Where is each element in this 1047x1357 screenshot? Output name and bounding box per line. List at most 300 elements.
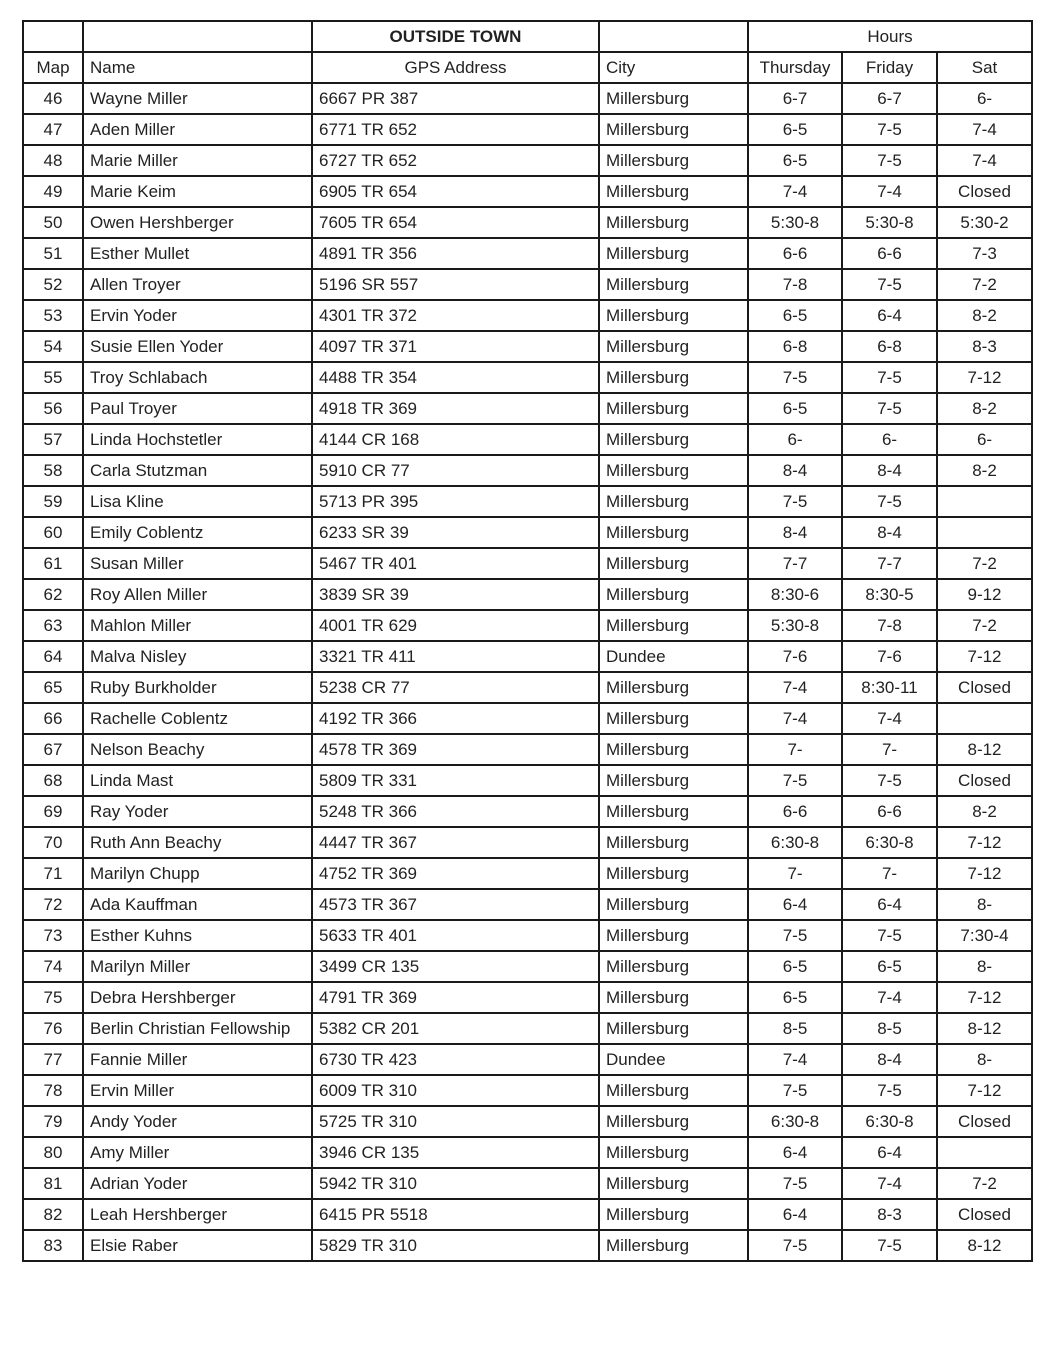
friday-hours-cell: 6:30-8 <box>842 1106 937 1137</box>
table-row <box>23 393 1032 424</box>
gps-address-cell: 5910 CR 77 <box>312 455 599 486</box>
empty-cell <box>83 21 312 52</box>
map-number-cell: 58 <box>23 455 83 486</box>
gps-address-cell: 5713 PR 395 <box>312 486 599 517</box>
thursday-hours-cell: 7- <box>748 858 842 889</box>
name-cell: Ruby Burkholder <box>83 672 312 703</box>
sat-hours-cell: Closed <box>937 765 1032 796</box>
gps-address-cell: 5382 CR 201 <box>312 1013 599 1044</box>
friday-hours-cell: 7-5 <box>842 1075 937 1106</box>
sat-hours-cell: 8-2 <box>937 300 1032 331</box>
friday-hours-cell: 7-8 <box>842 610 937 641</box>
friday-hours-cell: 7-5 <box>842 765 937 796</box>
city-cell: Millersburg <box>599 951 748 982</box>
map-number-cell: 83 <box>23 1230 83 1261</box>
sat-hours-cell: 8-12 <box>937 1230 1032 1261</box>
column-header-row <box>23 52 1032 83</box>
thursday-hours-cell: 6-4 <box>748 1199 842 1230</box>
map-number-cell: 46 <box>23 83 83 114</box>
city-cell: Millersburg <box>599 424 748 455</box>
table-row <box>23 1013 1032 1044</box>
friday-hours-cell: 8-4 <box>842 455 937 486</box>
sat-hours-cell: 7-12 <box>937 641 1032 672</box>
sat-hours-cell: 8-2 <box>937 393 1032 424</box>
city-cell: Millersburg <box>599 1137 748 1168</box>
table-row <box>23 858 1032 889</box>
table-row <box>23 331 1032 362</box>
map-number-cell: 79 <box>23 1106 83 1137</box>
friday-hours-cell: 7-4 <box>842 703 937 734</box>
friday-hours-cell: 7-4 <box>842 982 937 1013</box>
friday-hours-cell: 7-5 <box>842 362 937 393</box>
sat-hours-cell: 7-4 <box>937 145 1032 176</box>
map-number-cell: 81 <box>23 1168 83 1199</box>
map-number-cell: 55 <box>23 362 83 393</box>
name-cell: Linda Hochstetler <box>83 424 312 455</box>
city-cell: Millersburg <box>599 207 748 238</box>
name-cell: Marie Miller <box>83 145 312 176</box>
city-cell: Millersburg <box>599 982 748 1013</box>
city-cell: Millersburg <box>599 548 748 579</box>
name-cell: Fannie Miller <box>83 1044 312 1075</box>
thursday-hours-cell: 7-5 <box>748 1168 842 1199</box>
sat-hours-cell <box>937 1137 1032 1168</box>
map-number-cell: 67 <box>23 734 83 765</box>
name-cell: Emily Coblentz <box>83 517 312 548</box>
city-cell: Millersburg <box>599 1199 748 1230</box>
table-row <box>23 269 1032 300</box>
table-row <box>23 703 1032 734</box>
friday-hours-cell: 6-7 <box>842 83 937 114</box>
friday-hours-cell: 7-5 <box>842 1230 937 1261</box>
thursday-hours-cell: 6-5 <box>748 300 842 331</box>
empty-cell <box>23 21 83 52</box>
friday-hours-cell: 6-4 <box>842 889 937 920</box>
name-cell: Ruth Ann Beachy <box>83 827 312 858</box>
friday-hours-cell: 7-6 <box>842 641 937 672</box>
name-cell: Ada Kauffman <box>83 889 312 920</box>
friday-hours-cell: 6-6 <box>842 238 937 269</box>
gps-address-cell: 6233 SR 39 <box>312 517 599 548</box>
map-number-cell: 76 <box>23 1013 83 1044</box>
map-number-cell: 64 <box>23 641 83 672</box>
friday-hours-cell: 6-4 <box>842 1137 937 1168</box>
table-row <box>23 951 1032 982</box>
table-row <box>23 207 1032 238</box>
table-row <box>23 734 1032 765</box>
map-number-cell: 51 <box>23 238 83 269</box>
map-number-cell: 77 <box>23 1044 83 1075</box>
map-number-cell: 59 <box>23 486 83 517</box>
city-cell: Millersburg <box>599 796 748 827</box>
friday-hours-cell: 6- <box>842 424 937 455</box>
thursday-hours-cell: 6-5 <box>748 145 842 176</box>
map-number-cell: 57 <box>23 424 83 455</box>
name-cell: Leah Hershberger <box>83 1199 312 1230</box>
name-cell: Roy Allen Miller <box>83 579 312 610</box>
gps-address-cell: 6771 TR 652 <box>312 114 599 145</box>
sat-hours-cell <box>937 703 1032 734</box>
empty-cell <box>599 21 748 52</box>
city-cell: Millersburg <box>599 1230 748 1261</box>
sat-hours-cell: 7-12 <box>937 827 1032 858</box>
map-number-cell: 56 <box>23 393 83 424</box>
sat-hours-cell: Closed <box>937 1199 1032 1230</box>
thursday-hours-cell: 6-5 <box>748 982 842 1013</box>
thursday-hours-cell: 6-4 <box>748 1137 842 1168</box>
map-number-cell: 70 <box>23 827 83 858</box>
thursday-hours-cell: 8-5 <box>748 1013 842 1044</box>
table-row <box>23 1106 1032 1137</box>
table-row <box>23 610 1032 641</box>
city-cell: Millersburg <box>599 83 748 114</box>
gps-address-cell: 5725 TR 310 <box>312 1106 599 1137</box>
thursday-hours-cell: 6:30-8 <box>748 827 842 858</box>
gps-address-cell: 4097 TR 371 <box>312 331 599 362</box>
thursday-hours-cell: 7-6 <box>748 641 842 672</box>
city-cell: Millersburg <box>599 455 748 486</box>
name-cell: Aden Miller <box>83 114 312 145</box>
thursday-hours-cell: 6-8 <box>748 331 842 362</box>
friday-hours-cell: 8-5 <box>842 1013 937 1044</box>
gps-address-cell: 5196 SR 557 <box>312 269 599 300</box>
sat-hours-cell: 7-12 <box>937 858 1032 889</box>
gps-address-cell: 4001 TR 629 <box>312 610 599 641</box>
friday-hours-cell: 5:30-8 <box>842 207 937 238</box>
name-cell: Marilyn Chupp <box>83 858 312 889</box>
table-row <box>23 920 1032 951</box>
name-cell: Wayne Miller <box>83 83 312 114</box>
sat-hours-cell: 7-2 <box>937 548 1032 579</box>
gps-address-cell: 6730 TR 423 <box>312 1044 599 1075</box>
friday-hours-cell: 7-4 <box>842 176 937 207</box>
outside-town-table <box>22 20 1033 1262</box>
city-cell: Millersburg <box>599 300 748 331</box>
thursday-hours-cell: 7-4 <box>748 672 842 703</box>
map-number-cell: 62 <box>23 579 83 610</box>
gps-address-cell: 4144 CR 168 <box>312 424 599 455</box>
city-cell: Millersburg <box>599 517 748 548</box>
table-body <box>23 83 1032 1261</box>
gps-address-cell: 5633 TR 401 <box>312 920 599 951</box>
city-cell: Millersburg <box>599 1013 748 1044</box>
map-number-cell: 54 <box>23 331 83 362</box>
name-cell: Allen Troyer <box>83 269 312 300</box>
header-name: Name <box>83 52 312 83</box>
table-row <box>23 424 1032 455</box>
friday-hours-cell: 8-4 <box>842 517 937 548</box>
gps-address-cell: 6667 PR 387 <box>312 83 599 114</box>
thursday-hours-cell: 6-5 <box>748 951 842 982</box>
gps-address-cell: 3946 CR 135 <box>312 1137 599 1168</box>
gps-address-cell: 4301 TR 372 <box>312 300 599 331</box>
name-cell: Owen Hershberger <box>83 207 312 238</box>
city-cell: Millersburg <box>599 765 748 796</box>
name-cell: Debra Hershberger <box>83 982 312 1013</box>
table-row <box>23 238 1032 269</box>
name-cell: Paul Troyer <box>83 393 312 424</box>
table-row <box>23 889 1032 920</box>
map-number-cell: 78 <box>23 1075 83 1106</box>
friday-hours-cell: 6-6 <box>842 796 937 827</box>
map-number-cell: 72 <box>23 889 83 920</box>
table-row <box>23 1199 1032 1230</box>
city-cell: Millersburg <box>599 176 748 207</box>
thursday-hours-cell: 7-8 <box>748 269 842 300</box>
map-number-cell: 53 <box>23 300 83 331</box>
name-cell: Lisa Kline <box>83 486 312 517</box>
gps-address-cell: 6905 TR 654 <box>312 176 599 207</box>
thursday-hours-cell: 8-4 <box>748 455 842 486</box>
thursday-hours-cell: 5:30-8 <box>748 207 842 238</box>
table-row <box>23 83 1032 114</box>
table-row <box>23 1137 1032 1168</box>
sat-hours-cell: Closed <box>937 672 1032 703</box>
table-row <box>23 486 1032 517</box>
friday-hours-cell: 7- <box>842 858 937 889</box>
map-number-cell: 50 <box>23 207 83 238</box>
sat-hours-cell <box>937 486 1032 517</box>
map-number-cell: 82 <box>23 1199 83 1230</box>
map-number-cell: 49 <box>23 176 83 207</box>
city-cell: Millersburg <box>599 703 748 734</box>
name-cell: Malva Nisley <box>83 641 312 672</box>
city-cell: Millersburg <box>599 579 748 610</box>
friday-hours-cell: 6:30-8 <box>842 827 937 858</box>
thursday-hours-cell: 7-4 <box>748 176 842 207</box>
table-row <box>23 1075 1032 1106</box>
friday-hours-cell: 7-5 <box>842 393 937 424</box>
friday-hours-cell: 8-3 <box>842 1199 937 1230</box>
friday-hours-cell: 8:30-11 <box>842 672 937 703</box>
sat-hours-cell: 7-2 <box>937 269 1032 300</box>
gps-address-cell: 4918 TR 369 <box>312 393 599 424</box>
gps-address-cell: 4578 TR 369 <box>312 734 599 765</box>
sat-hours-cell: 8-12 <box>937 1013 1032 1044</box>
sat-hours-cell: 8-2 <box>937 796 1032 827</box>
gps-address-cell: 5942 TR 310 <box>312 1168 599 1199</box>
name-cell: Mahlon Miller <box>83 610 312 641</box>
map-number-cell: 69 <box>23 796 83 827</box>
gps-address-cell: 4752 TR 369 <box>312 858 599 889</box>
name-cell: Elsie Raber <box>83 1230 312 1261</box>
friday-hours-cell: 6-8 <box>842 331 937 362</box>
thursday-hours-cell: 7- <box>748 734 842 765</box>
map-number-cell: 60 <box>23 517 83 548</box>
group-header-row <box>23 21 1032 52</box>
city-cell: Millersburg <box>599 1106 748 1137</box>
friday-hours-cell: 7- <box>842 734 937 765</box>
city-cell: Millersburg <box>599 393 748 424</box>
table-row <box>23 796 1032 827</box>
thursday-hours-cell: 7-5 <box>748 1230 842 1261</box>
table-row <box>23 1230 1032 1261</box>
friday-hours-cell: 7-5 <box>842 486 937 517</box>
name-cell: Esther Mullet <box>83 238 312 269</box>
thursday-hours-cell: 7-5 <box>748 486 842 517</box>
name-cell: Troy Schlabach <box>83 362 312 393</box>
table-row <box>23 548 1032 579</box>
gps-address-cell: 5238 CR 77 <box>312 672 599 703</box>
table-row <box>23 114 1032 145</box>
name-cell: Berlin Christian Fellowship <box>83 1013 312 1044</box>
thursday-hours-cell: 7-4 <box>748 1044 842 1075</box>
thursday-hours-cell: 7-4 <box>748 703 842 734</box>
city-cell: Millersburg <box>599 269 748 300</box>
map-number-cell: 68 <box>23 765 83 796</box>
friday-hours-cell: 7-5 <box>842 920 937 951</box>
map-number-cell: 80 <box>23 1137 83 1168</box>
sat-hours-cell: 7-12 <box>937 982 1032 1013</box>
gps-address-cell: 4791 TR 369 <box>312 982 599 1013</box>
city-cell: Millersburg <box>599 1168 748 1199</box>
header-city: City <box>599 52 748 83</box>
sat-hours-cell: 7-4 <box>937 114 1032 145</box>
gps-address-cell: 7605 TR 654 <box>312 207 599 238</box>
sat-hours-cell: 8-12 <box>937 734 1032 765</box>
city-cell: Millersburg <box>599 920 748 951</box>
gps-address-cell: 5829 TR 310 <box>312 1230 599 1261</box>
name-cell: Carla Stutzman <box>83 455 312 486</box>
name-cell: Susie Ellen Yoder <box>83 331 312 362</box>
thursday-hours-cell: 6-6 <box>748 238 842 269</box>
name-cell: Ervin Yoder <box>83 300 312 331</box>
city-cell: Millersburg <box>599 672 748 703</box>
city-cell: Millersburg <box>599 238 748 269</box>
sat-hours-cell: 7-12 <box>937 1075 1032 1106</box>
map-number-cell: 65 <box>23 672 83 703</box>
map-number-cell: 73 <box>23 920 83 951</box>
city-cell: Millersburg <box>599 734 748 765</box>
thursday-hours-cell: 5:30-8 <box>748 610 842 641</box>
gps-address-cell: 6415 PR 5518 <box>312 1199 599 1230</box>
sat-hours-cell <box>937 517 1032 548</box>
gps-address-cell: 5248 TR 366 <box>312 796 599 827</box>
thursday-hours-cell: 6-5 <box>748 393 842 424</box>
city-cell: Millersburg <box>599 486 748 517</box>
gps-address-cell: 3499 CR 135 <box>312 951 599 982</box>
friday-hours-cell: 6-4 <box>842 300 937 331</box>
gps-address-cell: 5467 TR 401 <box>312 548 599 579</box>
thursday-hours-cell: 7-7 <box>748 548 842 579</box>
sat-hours-cell: 8- <box>937 889 1032 920</box>
sat-hours-cell: Closed <box>937 176 1032 207</box>
gps-address-cell: 4573 TR 367 <box>312 889 599 920</box>
thursday-hours-cell: 6- <box>748 424 842 455</box>
city-cell: Dundee <box>599 641 748 672</box>
map-number-cell: 71 <box>23 858 83 889</box>
name-cell: Amy Miller <box>83 1137 312 1168</box>
map-number-cell: 75 <box>23 982 83 1013</box>
name-cell: Andy Yoder <box>83 1106 312 1137</box>
header-thursday: Thursday <box>748 52 842 83</box>
thursday-hours-cell: 6:30-8 <box>748 1106 842 1137</box>
map-number-cell: 48 <box>23 145 83 176</box>
city-cell: Millersburg <box>599 610 748 641</box>
table-row <box>23 982 1032 1013</box>
name-cell: Ervin Miller <box>83 1075 312 1106</box>
friday-hours-cell: 8:30-5 <box>842 579 937 610</box>
gps-address-cell: 5809 TR 331 <box>312 765 599 796</box>
name-cell: Adrian Yoder <box>83 1168 312 1199</box>
friday-hours-cell: 8-4 <box>842 1044 937 1075</box>
sat-hours-cell: 7:30-4 <box>937 920 1032 951</box>
friday-hours-cell: 7-5 <box>842 269 937 300</box>
gps-address-cell: 4488 TR 354 <box>312 362 599 393</box>
map-number-cell: 52 <box>23 269 83 300</box>
name-cell: Rachelle Coblentz <box>83 703 312 734</box>
table-row <box>23 579 1032 610</box>
table-row <box>23 672 1032 703</box>
header-map: Map <box>23 52 83 83</box>
friday-hours-cell: 7-5 <box>842 114 937 145</box>
city-cell: Millersburg <box>599 331 748 362</box>
table-row <box>23 765 1032 796</box>
table-row <box>23 300 1032 331</box>
table-row <box>23 827 1032 858</box>
thursday-hours-cell: 6-6 <box>748 796 842 827</box>
thursday-hours-cell: 6-5 <box>748 114 842 145</box>
map-number-cell: 66 <box>23 703 83 734</box>
map-number-cell: 74 <box>23 951 83 982</box>
thursday-hours-cell: 7-5 <box>748 920 842 951</box>
city-cell: Dundee <box>599 1044 748 1075</box>
sat-hours-cell: 7-2 <box>937 610 1032 641</box>
sat-hours-cell: 6- <box>937 424 1032 455</box>
table-row <box>23 517 1032 548</box>
map-number-cell: 47 <box>23 114 83 145</box>
sat-hours-cell: Closed <box>937 1106 1032 1137</box>
name-cell: Ray Yoder <box>83 796 312 827</box>
friday-hours-cell: 6-5 <box>842 951 937 982</box>
thursday-hours-cell: 6-4 <box>748 889 842 920</box>
gps-address-cell: 6009 TR 310 <box>312 1075 599 1106</box>
city-cell: Millersburg <box>599 145 748 176</box>
name-cell: Marilyn Miller <box>83 951 312 982</box>
thursday-hours-cell: 8:30-6 <box>748 579 842 610</box>
name-cell: Nelson Beachy <box>83 734 312 765</box>
gps-address-cell: 4192 TR 366 <box>312 703 599 734</box>
city-cell: Millersburg <box>599 858 748 889</box>
city-cell: Millersburg <box>599 827 748 858</box>
sat-hours-cell: 8- <box>937 1044 1032 1075</box>
table-row <box>23 1044 1032 1075</box>
sat-hours-cell: 7-3 <box>937 238 1032 269</box>
sat-hours-cell: 7-2 <box>937 1168 1032 1199</box>
sat-hours-cell: 9-12 <box>937 579 1032 610</box>
table-row <box>23 641 1032 672</box>
header-sat: Sat <box>937 52 1032 83</box>
table-row <box>23 145 1032 176</box>
sat-hours-cell: 7-12 <box>937 362 1032 393</box>
map-number-cell: 63 <box>23 610 83 641</box>
friday-hours-cell: 7-7 <box>842 548 937 579</box>
header-gps-address: GPS Address <box>312 52 599 83</box>
thursday-hours-cell: 6-7 <box>748 83 842 114</box>
table-row <box>23 1168 1032 1199</box>
map-number-cell: 61 <box>23 548 83 579</box>
sat-hours-cell: 6- <box>937 83 1032 114</box>
friday-hours-cell: 7-4 <box>842 1168 937 1199</box>
thursday-hours-cell: 7-5 <box>748 1075 842 1106</box>
city-cell: Millersburg <box>599 889 748 920</box>
sat-hours-cell: 5:30-2 <box>937 207 1032 238</box>
sat-hours-cell: 8- <box>937 951 1032 982</box>
table-row <box>23 362 1032 393</box>
hours-group-header: Hours <box>748 21 1032 52</box>
table-row <box>23 455 1032 486</box>
thursday-hours-cell: 7-5 <box>748 765 842 796</box>
